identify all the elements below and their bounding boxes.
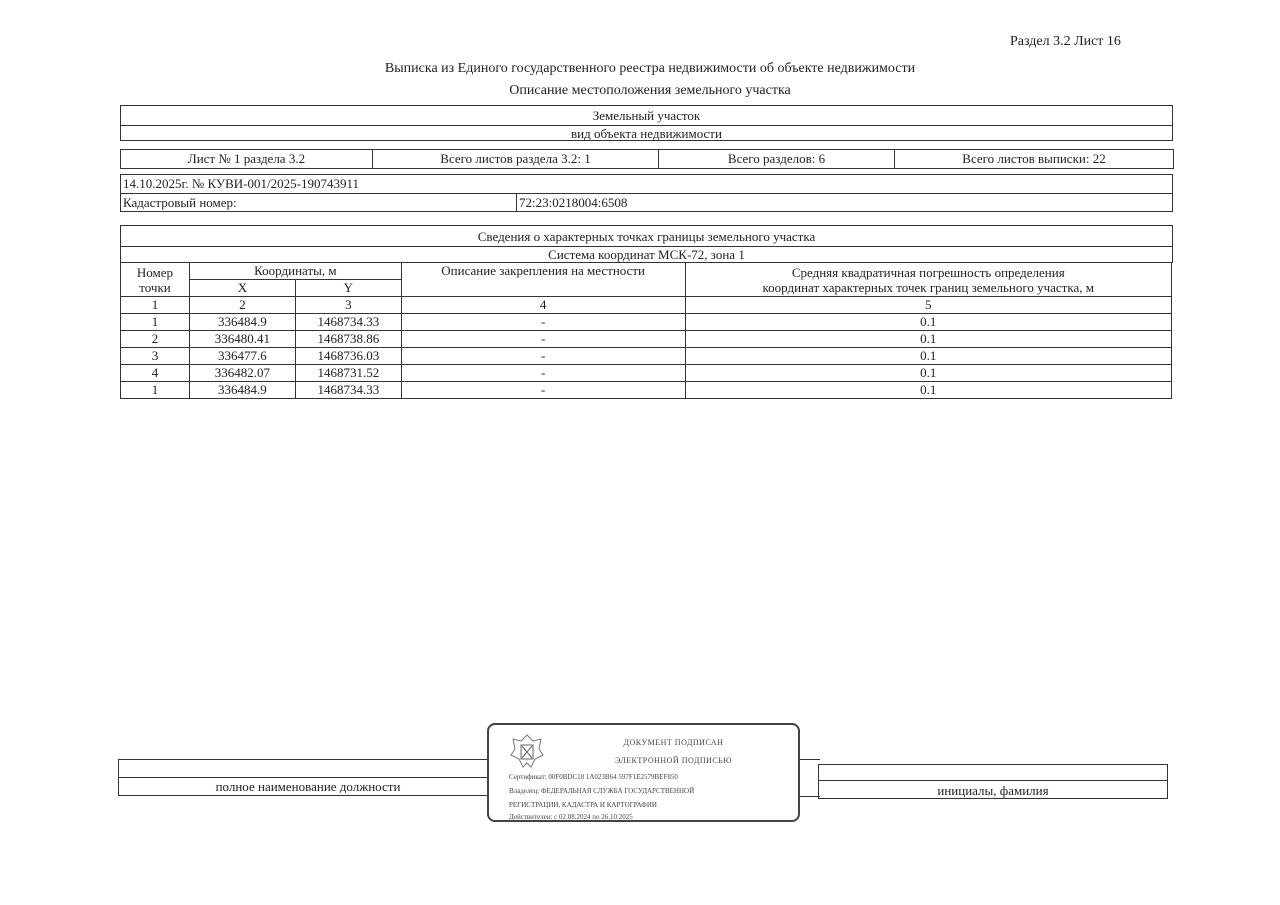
point-number: 1 [121,314,190,331]
request-block [120,174,1173,212]
emblem-icon [507,731,547,771]
point-fixing: - [401,314,685,331]
header-x: X [189,280,295,297]
point-fixing: - [401,348,685,365]
cadastral-value: 72:23:0218004:6508 [516,194,627,212]
header-error-line1: Средняя квадратичная погрешность определения [791,264,1065,280]
point-x: 336482.07 [189,365,295,382]
sheets-info-row [120,149,1174,169]
point-y: 1468734.33 [295,314,401,331]
point-fixing: - [401,365,685,382]
total-extract-sheets: Всего листов выписки: 22 [962,151,1106,166]
header-point-number-line2: точки [139,279,171,295]
point-y: 1468738.86 [295,331,401,348]
column-number: 5 [685,297,1171,314]
point-y: 1468734.33 [295,382,401,399]
stamp-valid: Действителен: с 02.08.2024 по 26.10.2025 [509,813,633,821]
coordinate-system: Система координат МСК-72, зона 1 [121,246,1172,263]
point-y: 1468731.52 [295,365,401,382]
stamp-owner-line2: РЕГИСТРАЦИИ, КАДАСТРА И КАРТОГРАФИИ [509,801,657,809]
header-fixing: Описание закрепления на местности [401,263,685,297]
header-y: Y [295,280,401,297]
header-point-number-line1: Номер [136,264,174,280]
point-error: 0.1 [685,348,1171,365]
stamp-line2: ЭЛЕКТРОННОЙ ПОДПИСЬЮ [614,756,733,765]
object-type-block [120,105,1173,141]
point-x: 336484.9 [189,314,295,331]
point-number: 1 [121,382,190,399]
header-error-line2: координат характерных точек границ земельного участка, м [762,279,1094,295]
stamp-line1: ДОКУМЕНТ ПОДПИСАН [623,738,724,747]
points-section-header [120,225,1173,263]
stamp-certificate: Сертификат: 00F0BDC18 1A023B64 597F1E2579BEF850 [509,773,678,781]
total-sections: Всего разделов: 6 [659,150,895,168]
table-row [121,365,1172,382]
header-point-number [121,263,190,297]
point-x: 336477.6 [189,348,295,365]
electronic-signature-stamp [487,723,800,822]
table-row [121,348,1172,365]
points-section-title: Сведения о характерных точках границы земельного участка [477,229,816,244]
column-numbers-row [121,297,1172,314]
points-table [120,262,1172,399]
point-x: 336480.41 [189,331,295,348]
point-number: 2 [121,331,190,348]
table-row [121,382,1172,399]
point-error: 0.1 [685,365,1171,382]
point-y: 1468736.03 [295,348,401,365]
column-number: 2 [189,297,295,314]
object-type-caption: вид объекта недвижимости [121,125,1172,141]
signature-position-box [118,759,498,796]
signature-name-box [818,764,1168,799]
cadastral-row [121,193,1172,212]
sheet-label: Раздел 3.2 Лист 16 [1010,34,1121,49]
document-title: Выписка из Единого государственного реестра недвижимости об объекте недвижимости [384,61,916,76]
table-row [121,331,1172,348]
header-error [685,263,1171,297]
sheet-number: Лист № 1 раздела 3.2 [121,150,373,168]
document-subtitle: Описание местоположения земельного участка [509,83,791,98]
position-caption: полное наименование должности [215,779,401,794]
name-caption: инициалы, фамилия [937,783,1049,798]
point-fixing: - [401,382,685,399]
table-row [121,314,1172,331]
column-number: 1 [121,297,190,314]
column-number: 4 [401,297,685,314]
point-number: 3 [121,348,190,365]
cadastral-label: Кадастровый номер: [123,195,237,210]
request-date-number: 14.10.2025г. № КУВИ-001/2025-190743911 [123,176,359,191]
total-section-sheets: Всего листов раздела 3.2: 1 [373,150,659,168]
point-error: 0.1 [685,331,1171,348]
object-type: Земельный участок [592,108,701,123]
point-number: 4 [121,365,190,382]
point-error: 0.1 [685,382,1171,399]
point-fixing: - [401,331,685,348]
header-coordinates: Координаты, м [189,263,401,280]
point-x: 336484.9 [189,382,295,399]
point-error: 0.1 [685,314,1171,331]
stamp-owner-line1: Владелец: ФЕДЕРАЛЬНАЯ СЛУЖБА ГОСУДАРСТВЕННОЙ [509,787,695,795]
column-number: 3 [295,297,401,314]
